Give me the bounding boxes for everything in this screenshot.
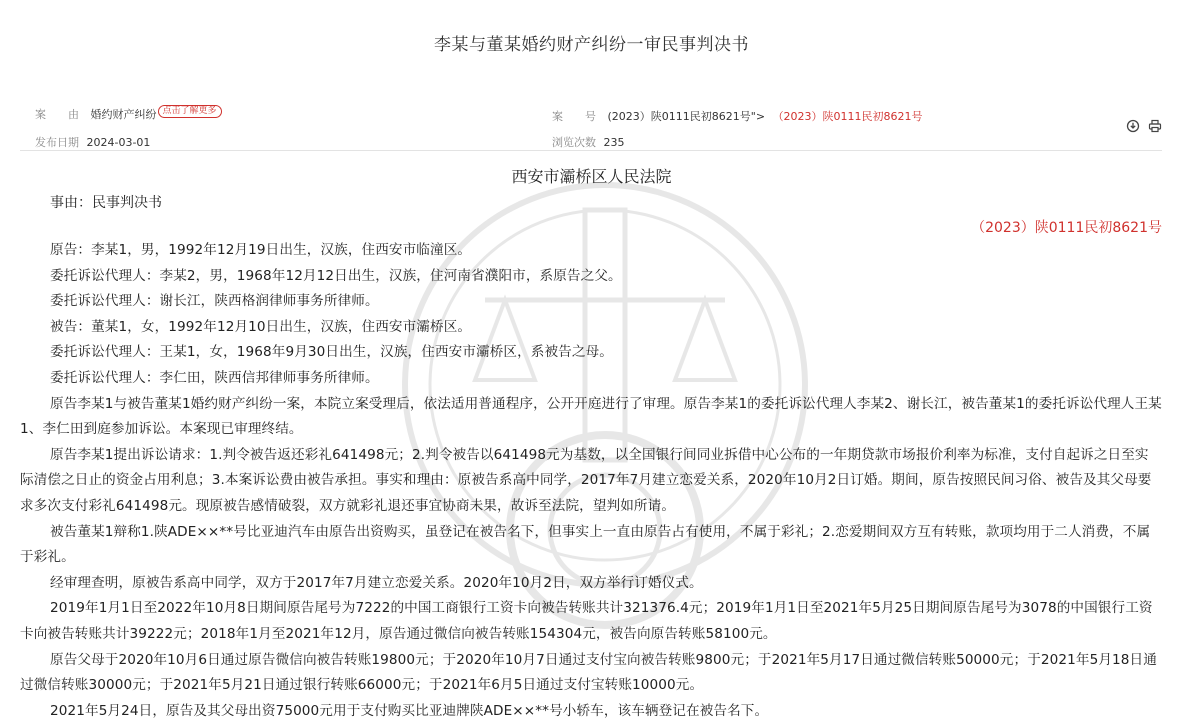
- paragraph: 被告董某1辩称1.陕ADE××**号比亚迪汽车由原告出资购买，虽登记在被告名下，但事实上一直由原告占有使用，不属于彩礼；2.恋爱期间双方互有转账，款项均用于二人消费，不属于彩礼。: [20, 523, 1151, 566]
- publish-date-value: 2024-03-01: [86, 136, 151, 149]
- case-number-value: (2023）陕0111民初8621号">: [607, 110, 766, 123]
- paragraph: 委托诉讼代理人：李某2，男，1968年12月12日出生，汉族，住河南省濮阳市，系原告之父。: [50, 267, 622, 284]
- paragraph: 委托诉讼代理人：王某1，女，1968年9月30日出生，汉族，住西安市灞桥区，系被告之母。: [50, 344, 613, 361]
- learn-more-tag[interactable]: 点击了解更多: [158, 105, 222, 118]
- case-number-label: 案 号: [552, 110, 596, 123]
- paragraph: 被告：董某1，女，1992年12月10日出生，汉族，住西安市灞桥区。: [50, 318, 472, 335]
- case-number-row: [552, 108, 923, 124]
- views-value: 235: [603, 136, 625, 149]
- case-head: 事由：民事判决书: [50, 195, 162, 211]
- paragraph: 原告：李某1，男，1992年12月19日出生，汉族，住西安市临潼区。: [50, 242, 472, 258]
- publish-date-row: [35, 134, 150, 150]
- views-row: [552, 134, 625, 150]
- paragraph: 原告李某1与被告董某1婚约财产纠纷一案，本院立案受理后，依法适用普通程序，公开开庭进行了审理。原告李某1的委托诉讼代理人李某2、谢长江，被告董某1的委托诉讼代理人王某1、李仁田到庭参加诉讼。本案现已审理终结。: [20, 395, 1162, 438]
- case-number-highlight: （2023）陕0111民初8621号: [772, 110, 923, 123]
- paragraph: 原告李某1提出诉讼请求：1.判令被告返还彩礼641498元；2.判令被告以641498元为基数，以全国银行间同业拆借中心公布的一年期贷款市场报价利率为标准，支付自起诉之日至实际清偿之日止的资金占用利息；3.本案诉讼费由被告承担。事实和理由：原被告系高中同学，2017年7月建立恋爱关系，2020年10月2日订婚。期间，原告按照民间习俗、被告及其父母要求多次支付彩礼641498元。现原被告感情破裂，双方就彩礼退还事宜协商未果，故诉至法院，望判如所请。: [20, 446, 1152, 514]
- case-cause-row: [35, 106, 222, 123]
- case-cause-label: 案 由: [35, 108, 79, 121]
- publish-date-label: 发布日期: [35, 136, 79, 149]
- download-icon[interactable]: [1126, 118, 1140, 132]
- views-label: 浏览次数: [552, 136, 596, 149]
- paragraph: 委托诉讼代理人：李仁田，陕西信邦律师事务所律师。: [50, 369, 379, 386]
- document-title: 李某与董某婚约财产纠纷一审民事判决书: [434, 35, 749, 55]
- paragraph: 2021年5月24日，原告及其父母出资75000元用于支付购买比亚迪牌陕ADE××**号小轿车，该车辆登记在被告名下。: [50, 702, 769, 719]
- judgment-body: [20, 238, 1162, 724]
- toolbar-icons: [1126, 118, 1165, 134]
- print-icon[interactable]: [1148, 118, 1162, 132]
- case-number-right: （2023）陕0111民初8621号: [971, 220, 1162, 236]
- case-cause-value[interactable]: 婚约财产纠纷: [90, 108, 157, 121]
- paragraph: 原告父母于2020年10月6日通过原告微信向被告转账19800元；于2020年10月7日通过支付宝向被告转账9800元；于2021年5月17日通过微信转账50000元；于2021年5月18日通过微信转账30000元；于2021年5月21日通过银行转账66000元；于2021年6月5日通过支付宝转账10000元。: [20, 651, 1157, 694]
- paragraph: 经审理查明，原被告系高中同学，双方于2017年7月建立恋爱关系。2020年10月2日，双方举行订婚仪式。: [50, 574, 703, 591]
- paragraph: 委托诉讼代理人：谢长江，陕西格润律师事务所律师。: [50, 293, 379, 310]
- court-name: 西安市灞桥区人民法院: [511, 167, 672, 186]
- paragraph: 2019年1月1日至2022年10月8日期间原告尾号为7222的中国工商银行工资卡向被告转账共计321376.4元；2019年1月1日至2021年5月25日期间原告尾号为3078的中国银行工资卡向被告转账共计39222元；2018年1月至2021年12月，原告通过微信向被告转账154304元，被告向原告转账58100元。: [20, 600, 1153, 642]
